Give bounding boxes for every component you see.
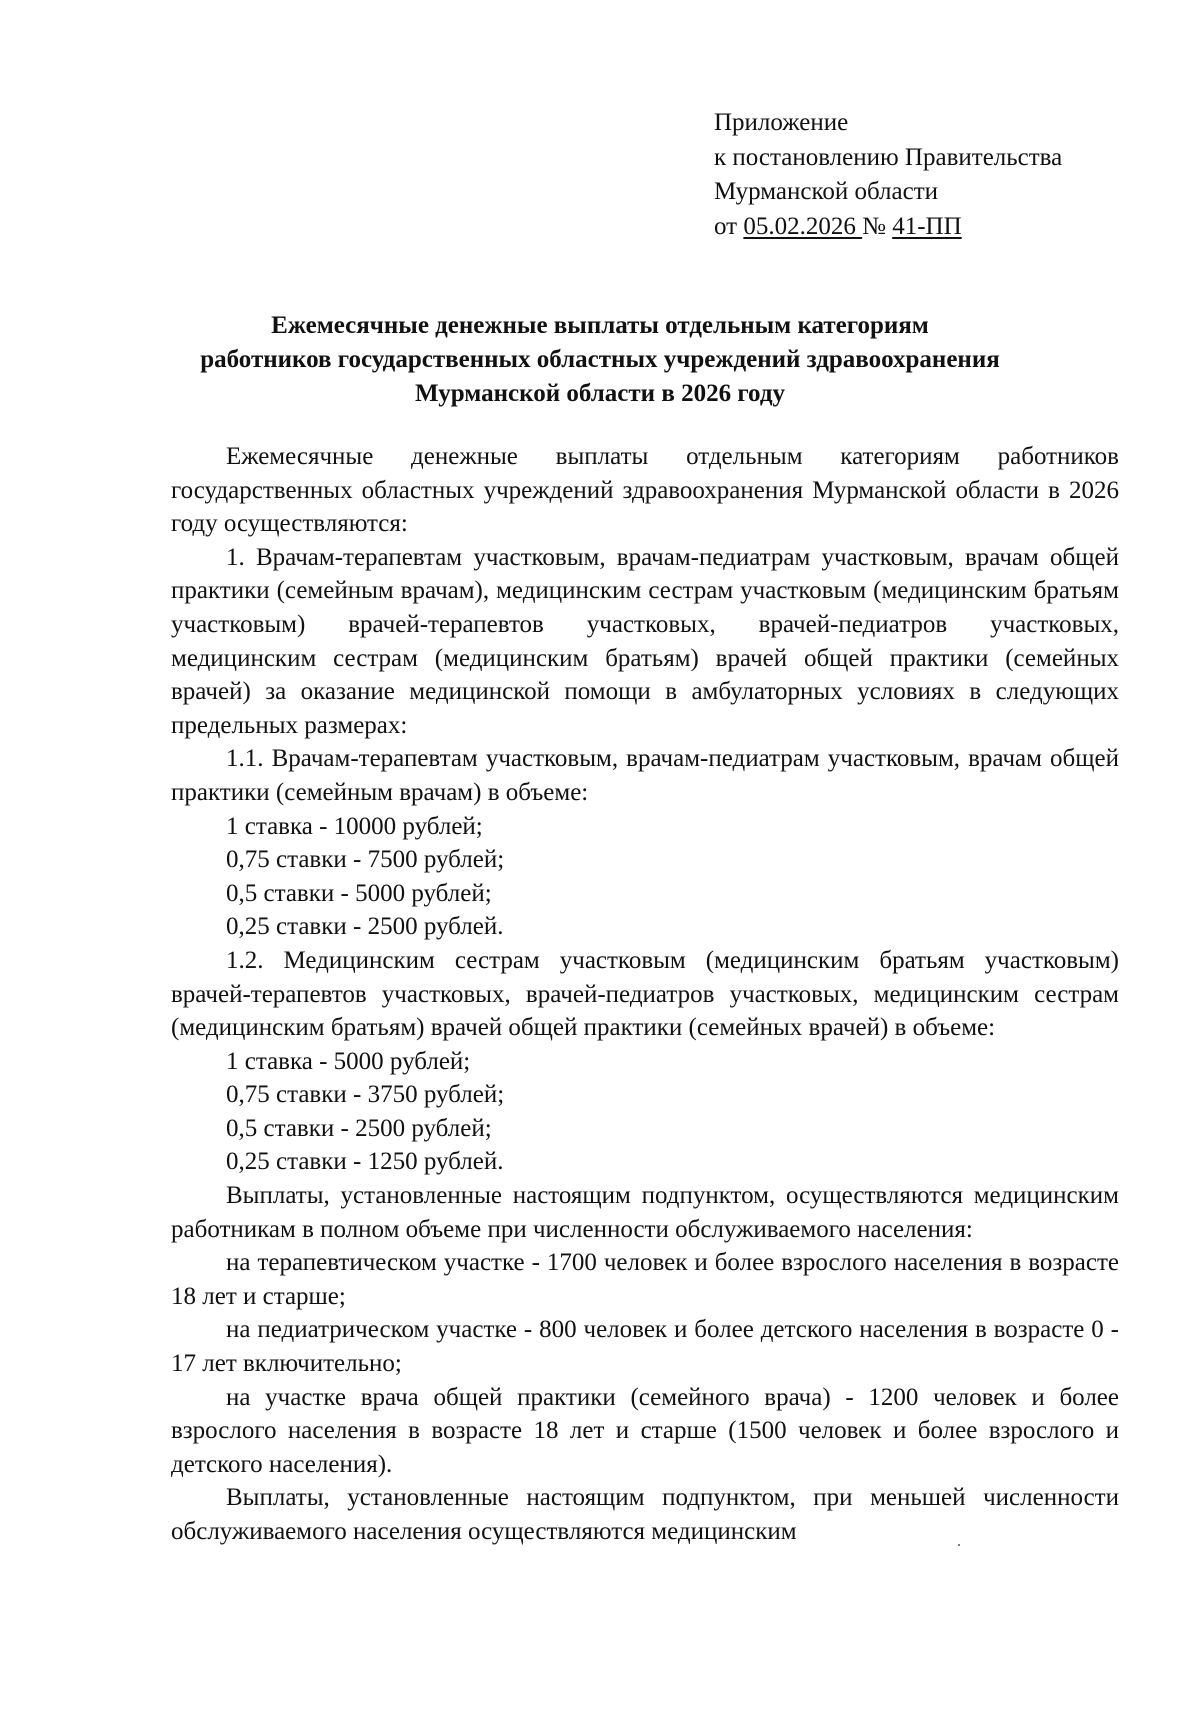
rate-item: 0,25 ставки - 2500 рублей. xyxy=(226,913,504,941)
appendix-resolution-line: к постановлению Правительства xyxy=(714,143,1063,171)
title-line-3: Мурманской области в 2026 году xyxy=(415,380,785,407)
title-line-1: Ежемесячные денежные выплаты отдельным категориям xyxy=(271,312,929,339)
date-prefix: от xyxy=(714,212,744,240)
document-title xyxy=(150,309,1050,411)
rate-item: 0,75 ставки - 7500 рублей; xyxy=(226,846,505,874)
intro-paragraph: Ежемесячные денежные выплаты отдельным категориям работников государственных областных учреждений здравоохранения Мурманской области в 2026 году осуществляются: xyxy=(171,443,1119,538)
rate-item: 0,5 ставки - 2500 рублей; xyxy=(226,1114,492,1142)
payments-full-paragraph: Выплаты, установленные настоящим подпунктом, осуществляются медицинским работникам в полном объеме при численности обслуживаемого населения: xyxy=(171,1182,1119,1243)
pediatric-area-paragraph: на педиатрическом участке - 800 человек и более детского населения в возрасте 0 - 17 лет включительно; xyxy=(171,1316,1119,1378)
clause-1: 1. Врачам-терапевтам участковым, врачам-педиатрам участковым, врачам общей практики (семейным врачам), медицинским сестрам участковым (медицинским братьям участковым) врачей-терапевтов участковых, врачей-педиатров участковых, медицинским сестрам (медицинским братьям) врачей общей практики (семейных врачей) за оказание медицинской помощи в амбулаторных условиях в следующих предельных размерах: xyxy=(171,543,1119,739)
rate-item: 1 ставка - 5000 рублей; xyxy=(226,1047,471,1075)
appendix-header xyxy=(714,106,1154,244)
payments-reduced-paragraph: Выплаты, установленные настоящим подпунктом, при меньшей численности обслуживаемого населения осуществляются медицинским xyxy=(171,1484,1119,1545)
resolution-number: 41-ПП xyxy=(892,212,962,240)
document-body xyxy=(171,440,1119,1549)
rate-item: 0,75 ставки - 3750 рублей; xyxy=(226,1081,505,1109)
clause-1-1: 1.1. Врачам-терапевтам участковым, врачам-педиатрам участковым, врачам общей практики (семейным врачам) в объеме: xyxy=(171,745,1119,806)
therapeutic-area-paragraph: на терапевтическом участке - 1700 человек и более взрослого населения в возрасте 18 лет и старше; xyxy=(171,1249,1119,1310)
rate-item: 0,25 ставки - 1250 рублей. xyxy=(226,1148,504,1176)
rate-item: 1 ставка - 10000 рублей; xyxy=(226,812,483,840)
number-prefix: № xyxy=(862,212,893,240)
appendix-date-line xyxy=(714,210,1154,245)
general-practice-paragraph: на участке врача общей практики (семейного врача) - 1200 человек и более взрослого населения в возрасте 18 лет и старше (1500 человек и более взрослого и детского населения). xyxy=(171,1383,1119,1478)
title-line-2: работников государственных областных учреждений здравоохранения xyxy=(200,346,1000,373)
appendix-region-line: Мурманской области xyxy=(714,178,939,205)
resolution-date: 05.02.2026 xyxy=(743,212,863,240)
clause-1-2: 1.2. Медицинским сестрам участковым (медицинским братьям участковым) врачей-терапевтов участковых, врачей-педиатров участковых, медицинским сестрам (медицинским братьям) врачей общей практики (семейных врачей) в объеме: xyxy=(171,946,1119,1042)
rate-item: 0,5 ставки - 5000 рублей; xyxy=(226,879,492,907)
appendix-label: Приложение xyxy=(714,109,849,136)
scan-speck xyxy=(958,1544,960,1546)
